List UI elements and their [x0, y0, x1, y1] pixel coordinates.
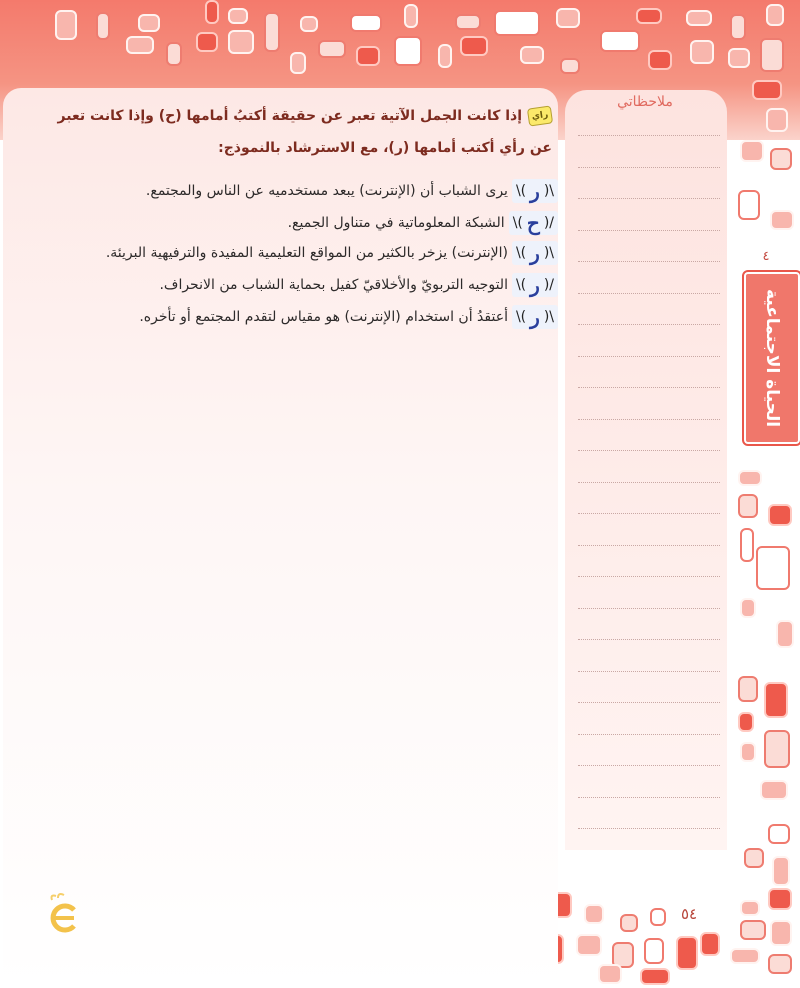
- answer-box[interactable]: \( ر )\: [512, 305, 558, 329]
- note-line: [578, 356, 720, 357]
- note-line: [578, 324, 720, 325]
- note-line: [578, 828, 720, 829]
- notes-title: ملاحظاتي: [617, 94, 673, 110]
- answer-box[interactable]: \( ر )\: [512, 241, 558, 265]
- answer-box[interactable]: /( ر )\: [512, 273, 558, 297]
- statement-text: يرى الشباب أن (الإنترنت) يبعد مستخدميه عن الناس والمجتمع.: [145, 183, 508, 199]
- answer-box[interactable]: \( ر )\: [512, 179, 558, 203]
- opinion-badge-icon: راي: [527, 105, 553, 126]
- answer-letter: ر: [530, 241, 540, 265]
- answer-box[interactable]: /( ح )\: [509, 211, 558, 235]
- statement-item-1: [60, 176, 558, 206]
- exercise-instruction: [40, 100, 552, 164]
- note-line: [578, 702, 720, 703]
- note-line: [578, 545, 720, 546]
- notes-panel: [565, 90, 727, 850]
- note-line: [578, 513, 720, 514]
- note-line: [578, 293, 720, 294]
- statement-item-2: [60, 208, 558, 238]
- note-line: [578, 765, 720, 766]
- instruction-text: إذا كانت الجمل الآتية تعبر عن حقيقة أكتبُ أمامها (ح) وإذا كانت تعبر عن رأي أكتب أمامها (ر)، مع الاسترشاد بالنموذج:: [57, 108, 552, 156]
- note-line: [578, 608, 720, 609]
- statement-text: (الإنترنت) يزخر بالكثير من المواقع التعليمية المفيدة والترفيهية البريئة.: [105, 245, 508, 261]
- statement-text: التوجيه التربويّ والأخلاقيّ كفيل بحماية الشباب من الانحراف.: [159, 277, 508, 293]
- publisher-logo-icon: [44, 892, 84, 936]
- unit-tab-label: الحياة الاجتماعية: [762, 288, 782, 428]
- statement-item-3: [60, 238, 558, 268]
- note-line: [578, 230, 720, 231]
- note-line: [578, 797, 720, 798]
- note-line: [578, 387, 720, 388]
- note-line: [578, 734, 720, 735]
- answer-letter: ر: [530, 273, 540, 297]
- statement-text: أعتقدُ أن استخدام (الإنترنت) هو مقياس لتقدم المجتمع أو تأخره.: [139, 309, 508, 325]
- note-line: [578, 261, 720, 262]
- statement-item-4: [60, 270, 558, 300]
- note-line: [578, 671, 720, 672]
- note-line: [578, 167, 720, 168]
- unit-number: ٤: [762, 249, 770, 264]
- note-line: [578, 450, 720, 451]
- answer-letter: ح: [526, 211, 540, 235]
- statement-item-5: [60, 302, 558, 332]
- answer-letter: ر: [530, 305, 540, 329]
- answer-letter: ر: [530, 179, 540, 203]
- note-line: [578, 419, 720, 420]
- note-line: [578, 639, 720, 640]
- unit-side-tab[interactable]: [744, 272, 800, 444]
- note-line: [578, 135, 720, 136]
- note-line: [578, 198, 720, 199]
- note-line: [578, 576, 720, 577]
- page-number: ٥٤: [680, 905, 698, 923]
- statement-text: الشبكة المعلوماتية في متناول الجميع.: [287, 215, 505, 231]
- note-line: [578, 482, 720, 483]
